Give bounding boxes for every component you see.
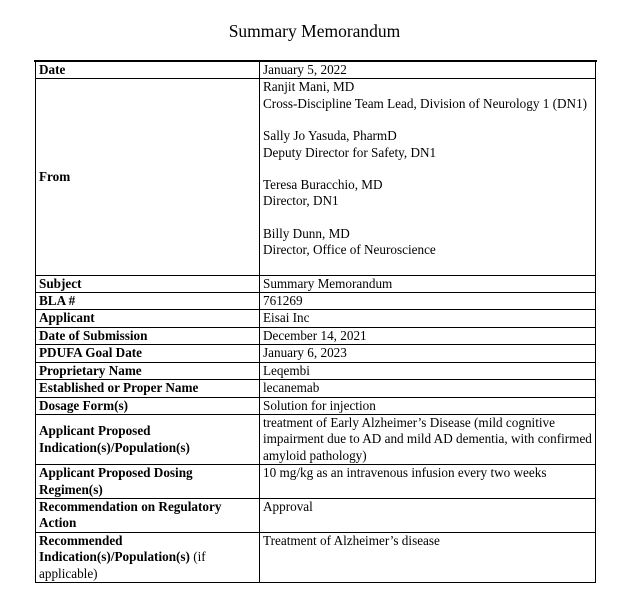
established-name-value: lecanemab [260,380,596,397]
table-row-applicant [36,310,596,327]
proposed-indication-label: Applicant Proposed Indication(s)/Population(s) [36,414,260,464]
applicant-label: Applicant [36,310,260,327]
bla-value: 761269 [260,293,596,310]
memo-header-table [35,61,596,583]
submission-date-value: December 14, 2021 [260,327,596,344]
proprietary-name-value: Leqembi [260,362,596,379]
table-row-established-name [36,380,596,397]
recommended-indication-label-main: Recommended Indication(s)/Population(s) [39,532,190,565]
proposed-indication-value: treatment of Early Alzheimer’s Disease (mild cognitive impairment due to AD and mild AD dementia, with confirmed amyloid pathology) [260,414,596,464]
subject-label: Subject [36,275,260,292]
table-row-bla [36,293,596,310]
from-person-2 [263,128,592,161]
from-person-role: Cross-Discipline Team Lead, Division of Neurology 1 (DN1) [263,95,588,111]
from-person-3 [263,177,592,210]
recommended-indication-label [36,532,260,582]
dosage-form-label: Dosage Form(s) [36,397,260,414]
table-top-rule [34,60,597,62]
table-row-recommendation [36,498,596,532]
from-person-role: Director, Office of Neuroscience [263,242,436,258]
applicant-value: Eisai Inc [260,310,596,327]
from-person-name: Billy Dunn, MD [263,225,350,241]
from-value [260,79,596,275]
proposed-dosing-label: Applicant Proposed Dosing Regimen(s) [36,465,260,499]
from-person-name: Ranjit Mani, MD [263,79,355,95]
submission-date-label: Date of Submission [36,327,260,344]
recommendation-label: Recommendation on Regulatory Action [36,498,260,532]
date-value: January 5, 2022 [260,62,596,79]
dosage-form-value: Solution for injection [260,397,596,414]
table-row-date [36,62,596,79]
table-row-dosage-form [36,397,596,414]
table-row-submission-date [36,327,596,344]
from-person-role: Director, DN1 [263,193,339,209]
table-row-subject [36,275,596,292]
from-person-name: Sally Jo Yasuda, PharmD [263,128,397,144]
table-row-proposed-indication [36,414,596,464]
from-person-name: Teresa Buracchio, MD [263,177,383,193]
proposed-dosing-value: 10 mg/kg as an intravenous infusion every two weeks [260,465,596,499]
table-row-pdufa [36,345,596,362]
table-row-from [36,79,596,275]
table-row-recommended-indication [36,532,596,582]
proprietary-name-label: Proprietary Name [36,362,260,379]
established-name-label: Established or Proper Name [36,380,260,397]
recommended-indication-value: Treatment of Alzheimer’s disease [260,532,596,582]
recommendation-value: Approval [260,498,596,532]
date-label: Date [36,62,260,79]
table-row-proposed-dosing [36,465,596,499]
from-label: From [36,79,260,275]
from-person-1 [263,79,592,112]
memo-title: Summary Memorandum [228,21,401,41]
from-person-4 [263,226,592,259]
table-row-proprietary-name [36,362,596,379]
pdufa-value: January 6, 2023 [260,345,596,362]
subject-value: Summary Memorandum [260,275,596,292]
pdufa-label: PDUFA Goal Date [36,345,260,362]
recommended-indication-label-note: (if applicable) [39,549,206,581]
bla-label: BLA # [36,293,260,310]
from-person-role: Deputy Director for Safety, DN1 [263,144,437,160]
